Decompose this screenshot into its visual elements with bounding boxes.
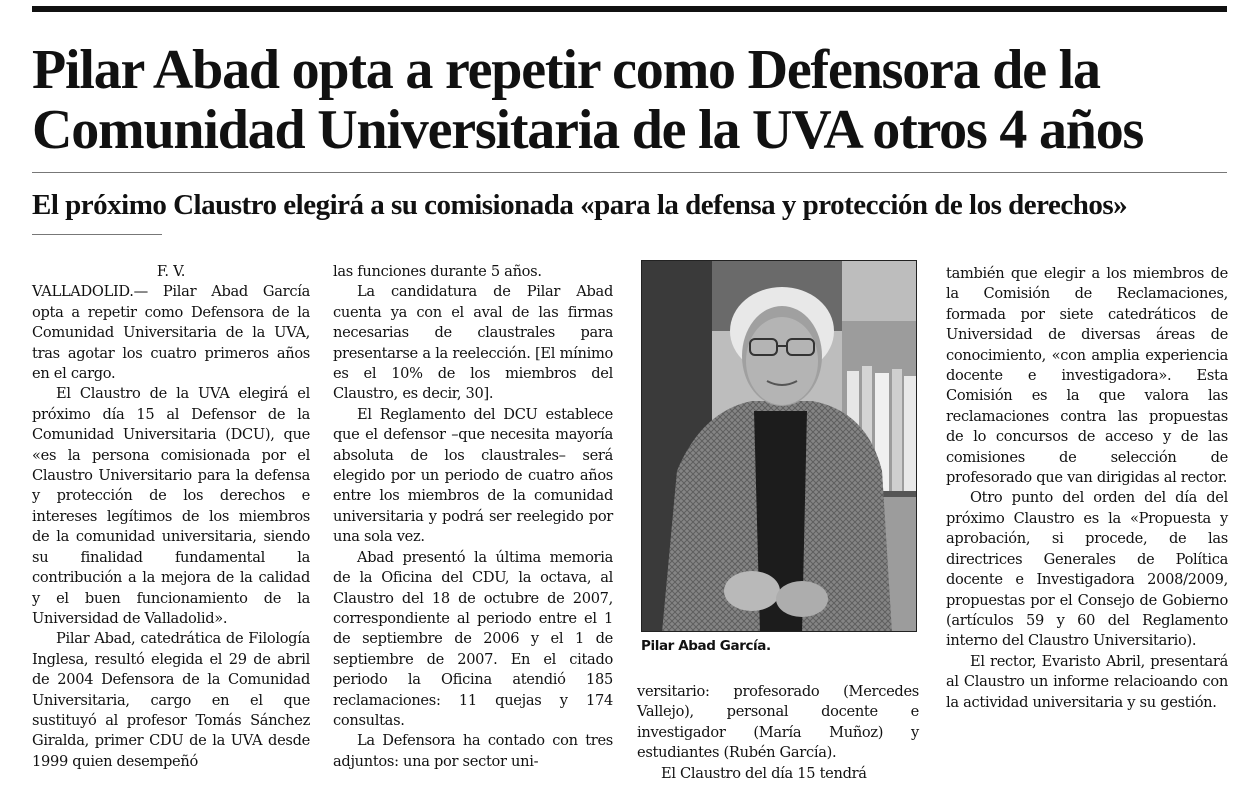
paragraph: El Reglamento del DCU establece que el defensor –que necesita mayoría absoluta de los claustrales– será elegido por un periodo de cuatro años entre los miembros de la comunidad universitaria y podrá ser reelegido por una sola vez.: [333, 405, 613, 546]
headline-line-2: Comunidad Universitaria de la UVA otros 4 años: [32, 99, 1144, 161]
article-column-1: [32, 262, 310, 772]
article-column-3: [637, 682, 919, 784]
paragraph: VALLADOLID.— Pilar Abad García opta a repetir como Defensora de la Comunidad Universitaria de la UVA, tras agotar los cuatro primeros años en el cargo.: [32, 283, 310, 383]
portrait-illustration: [642, 261, 917, 632]
headline: [32, 40, 1232, 160]
paragraph: El Claustro del día 15 tendrá: [661, 764, 867, 782]
paragraph: El Claustro de la UVA elegirá el próximo día 15 al Defensor de la Comunidad Universitaria (DCU), que «es la persona comisionada por el Claustro Universitario para la defensa y protección de los derechos e intereses legítimos de los miembros de la comunidad universitaria, siendo su finalidad fundamental la contribución a la mejora de la calidad y el buen funcionamiento de la Universidad de Valladolid».: [32, 385, 310, 627]
paragraph: Abad presentó la última memoria de la Oficina del CDU, la octava, al Claustro del 18 de octubre de 2007, correspondiente al periodo entre el 1 de septiembre de 2006 y el 1 de septiembre de 2007. En el citado periodo la Oficina atendió 185 reclamaciones: 11 quejas y 174 consultas.: [333, 548, 613, 729]
paragraph: La Defensora ha contado con tres adjuntos: una por sector uni-: [333, 732, 613, 770]
paragraph: Otro punto del orden del día del próximo Claustro es la «Propuesta y aprobación, si procede, de las directrices Generales de Política docente e Investigadora 2008/2009, propuestas por el Consejo de Gobierno (artículos 59 y 60 del Reglamento interno del Claustro Universitario).: [946, 489, 1228, 650]
photo-caption: Pilar Abad García.: [641, 638, 771, 654]
paragraph: El rector, Evaristo Abril, presentará al Claustro un informe relacioando con la actividad universitaria y su gestión.: [946, 652, 1228, 711]
top-rule: [32, 6, 1227, 12]
paragraph: La candidatura de Pilar Abad cuenta ya con el aval de las firmas necesarias de claustrales para presentarse a la reelección. [El mínimo es el 10% de los miembros del Claustro, es decir, 30].: [333, 283, 613, 403]
byline: F. V.: [156, 263, 186, 280]
paragraph: las funciones durante 5 años.: [333, 263, 542, 280]
byline-rule: [32, 234, 162, 235]
subtitle-rule: [32, 172, 1227, 173]
article-column-4: [946, 264, 1228, 713]
paragraph: también que elegir a los miembros de la Comisión de Reclamaciones, formada por siete catedráticos de Universidad de diversas áreas de conocimiento, «con amplia experiencia docente e investigadora». Esta Comisión es la que valora las reclamaciones contra las propuestas de lo concursos de acceso y de las comisiones de selección de profesorado que van dirigidas al rector.: [946, 265, 1228, 487]
headline-line-1: Pilar Abad opta a repetir como Defensora de la: [32, 39, 1100, 101]
article-column-2: [333, 262, 613, 772]
subtitle: El próximo Claustro elegirá a su comisionada «para la defensa y protección de los derechos»: [32, 189, 1128, 221]
paragraph: Pilar Abad, catedrática de Filología Inglesa, resultó elegida el 29 de abril de 2004 Defensora de la Comunidad Universitaria, cargo en el que sustituyó al profesor Tomás Sánchez Giralda, primer CDU de la UVA desde 1999 quien desempeñó: [32, 630, 310, 770]
paragraph: versitario: profesorado (Mercedes Vallejo), personal docente e investigador (María Muñoz) y estudiantes (Rubén García).: [637, 683, 919, 762]
portrait-photo: [641, 260, 917, 632]
